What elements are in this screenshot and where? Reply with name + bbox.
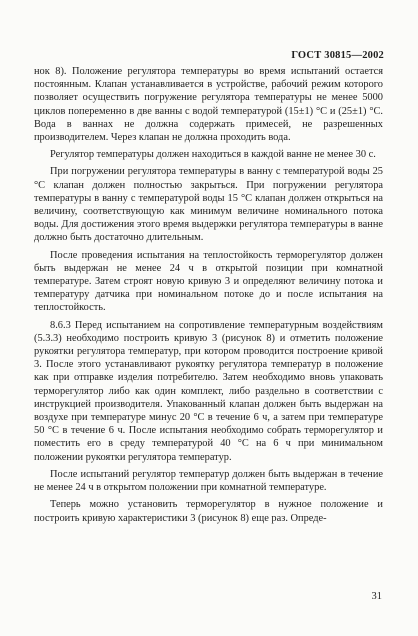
document-body bbox=[34, 65, 383, 525]
document-code-header: ГОСТ 30815—2002 bbox=[291, 50, 384, 61]
page-number: 31 bbox=[371, 591, 382, 602]
paragraph-immersion: При погружении регулятора температуры в ванну с температурой воды 25 °С клапан должен полностью закрыться. При погружении регулятора температуры в ванну с температурой воды 15 °С клапан должен открыться на величину, соответствующую как минимум величине номинального потока воды. Для достижения этого время выдержки регулятора температуры в ванне должно быть достаточно длительным. bbox=[34, 166, 383, 244]
paragraph-section-8-6-3: 8.6.3 Перед испытанием на сопротивление температурным воздействиям (5.3.3) необходимо построить кривую 3 (рисунок 8) и отметить положение рукоятки регулятора температур, при котором проводится построение кривой 3. После этого устанавливают рукоятку регулятора температур в положение как при отправке изделия потребителю. Затем необходимо вновь упаковать терморегулятор либо как один комплект, либо раздельно в соответствии с инструкцией производителя. Упакованный клапан должен быть выдержан на воздухе при температуре минус 20 °С в течение 6 ч, а затем при температуре 50 °С в течение 6 ч. После испытания необходимо собрать терморегулятор и поместить его в среду температурой 40 °С на 6 ч при минимальном положении рукоятки регулятора температур. bbox=[34, 319, 383, 463]
paragraph-heat-resistance: После проведения испытания на теплостойкость терморегулятор должен быть выдержан не менее 24 ч в открытой позиции при комнатной температуре. Затем строят новую кривую 3 и определяют величину потока и температуру датчика при номинальном потоке до и после испытания на теплостойкость. bbox=[34, 249, 383, 314]
paragraph-bath-duration: Регулятор температуры должен находиться в каждой ванне не менее 30 с. bbox=[50, 149, 376, 161]
paragraph-after-tests: После испытаний регулятор температур должен быть выдержан в течение не менее 24 ч в открытом положении при комнатной температуре. bbox=[34, 468, 383, 494]
paragraph-continuation: нок 8). Положение регулятора температуры во время испытаний остается постоянным. Клапан устанавливается в устройстве, рабочий режим которого позволяет осуществить погружение регулятора температуры не менее 5000 циклов попеременно в две ванны с водой температурой (15±1) °С и (25±1) °С. Вода в ваннах не должна содержать примесей, не разрешенных производителем. Через клапан не должна проходить вода. bbox=[34, 66, 383, 144]
paragraph-curve-3: Теперь можно установить терморегулятор в нужное положение и построить кривую характеристики 3 (рисунок 8) еще раз. Опреде- bbox=[34, 499, 383, 524]
